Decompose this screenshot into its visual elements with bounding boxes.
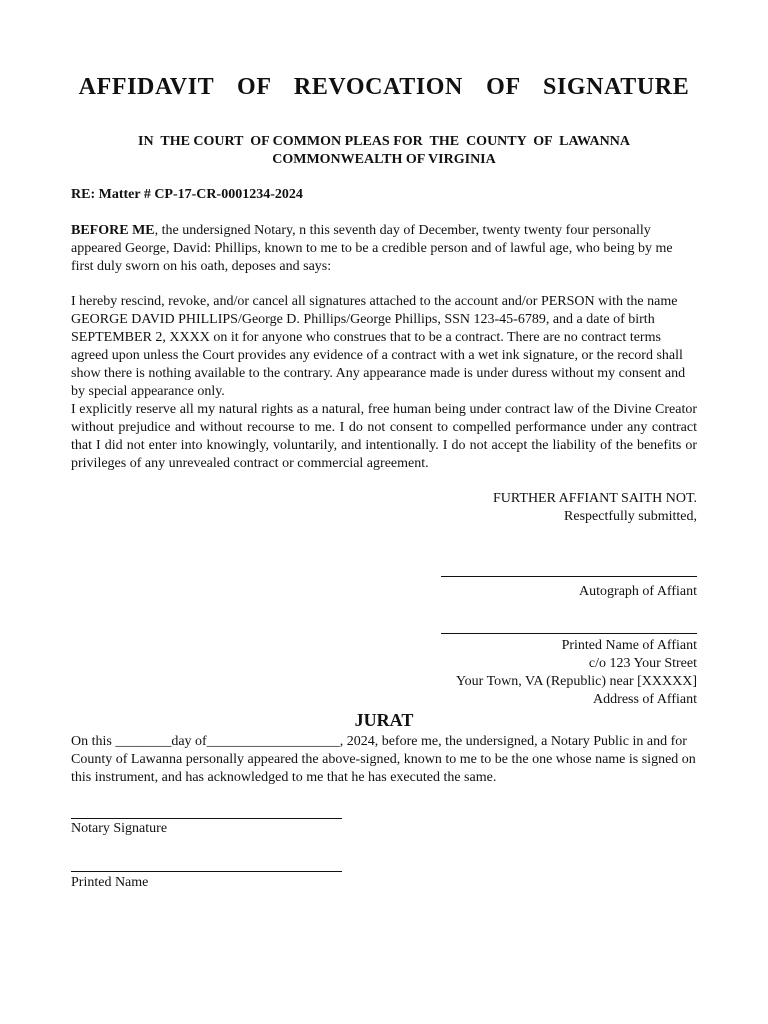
address-line-2: Your Town, VA (Republic) near [XXXXX] [455,674,697,689]
jurat-title: JURAT [354,710,414,730]
jurat-paragraph: On this ________day of___________________, 2024, before me, the undersigned, a Notary Public in and for County of Lawanna personally appeared the above-signed, known to me to be the one whose name is signed on this instrument, and has acknowledged to me that he has executed the same. [71,734,696,785]
notary-printed-name-label: Printed Name [71,875,149,890]
address-label: Address of Affiant [593,692,697,707]
before-me-bold: BEFORE ME [71,223,155,238]
rescind-paragraph: I hereby rescind, revoke, and/or cancel all signatures attached to the account and/or PERSON with the name GEORGE DAVID PHILLIPS/George D. Phillips/George Phillips, SSN 123-45-6789, and a date of birth SEPTEMBER 2, XXXX on it for anyone who construes that to be a contract. There are no contract terms agreed upon unless the Court provides any evidence of a contract with a wet ink signature, or the record shall show there is nothing available to the contrary. Any appearance made is under duress without my consent and by special appearance only. [71,294,686,399]
document-title: AFFIDAVIT OF REVOCATION OF SIGNATURE [78,74,690,100]
affiant-signature-line [441,576,697,577]
reserve-rights-paragraph: I explicitly reserve all my natural rights as a natural, free human being under contract law of the Divine Creator without prejudice and without recourse to me. I do not consent to compelled performance under any contract that I did not enter into knowingly, voluntarily, and intentionally. I do not accept the liability of the benefits or privileges of any unrevealed contract or commercial agreement. [71,402,697,471]
respectfully-text: Respectfully submitted, [564,509,697,524]
court-heading [0,133,768,169]
printed-name-line [441,633,697,634]
autograph-label: Autograph of Affiant [579,584,697,599]
closing-block [493,490,697,526]
further-affiant-text: FURTHER AFFIANT SAITH NOT. [493,491,697,506]
notary-signature-label: Notary Signature [71,821,168,836]
affiant-address-block [456,637,697,709]
before-me-text: , the undersigned Notary, n this seventh day of December, twenty twenty four personally appeared George, David: Phillips, known to me to be a credible person and of lawful age, who being by me first duly sworn on his oath, deposes and says: [71,223,673,274]
notary-printed-name-line [71,871,342,872]
notary-signature-line [71,818,342,819]
matter-number: RE: Matter # CP-17-CR-0001234-2024 [71,187,303,202]
printed-name-label: Printed Name of Affiant [561,638,697,653]
before-me-paragraph [71,222,697,276]
address-line-1: c/o 123 Your Street [588,656,697,671]
court-line-2: COMMONWEALTH OF VIRGINIA [272,152,496,167]
court-line-1: IN THE COURT OF COMMON PLEAS FOR THE COUNTY OF LAWANNA [138,134,630,149]
